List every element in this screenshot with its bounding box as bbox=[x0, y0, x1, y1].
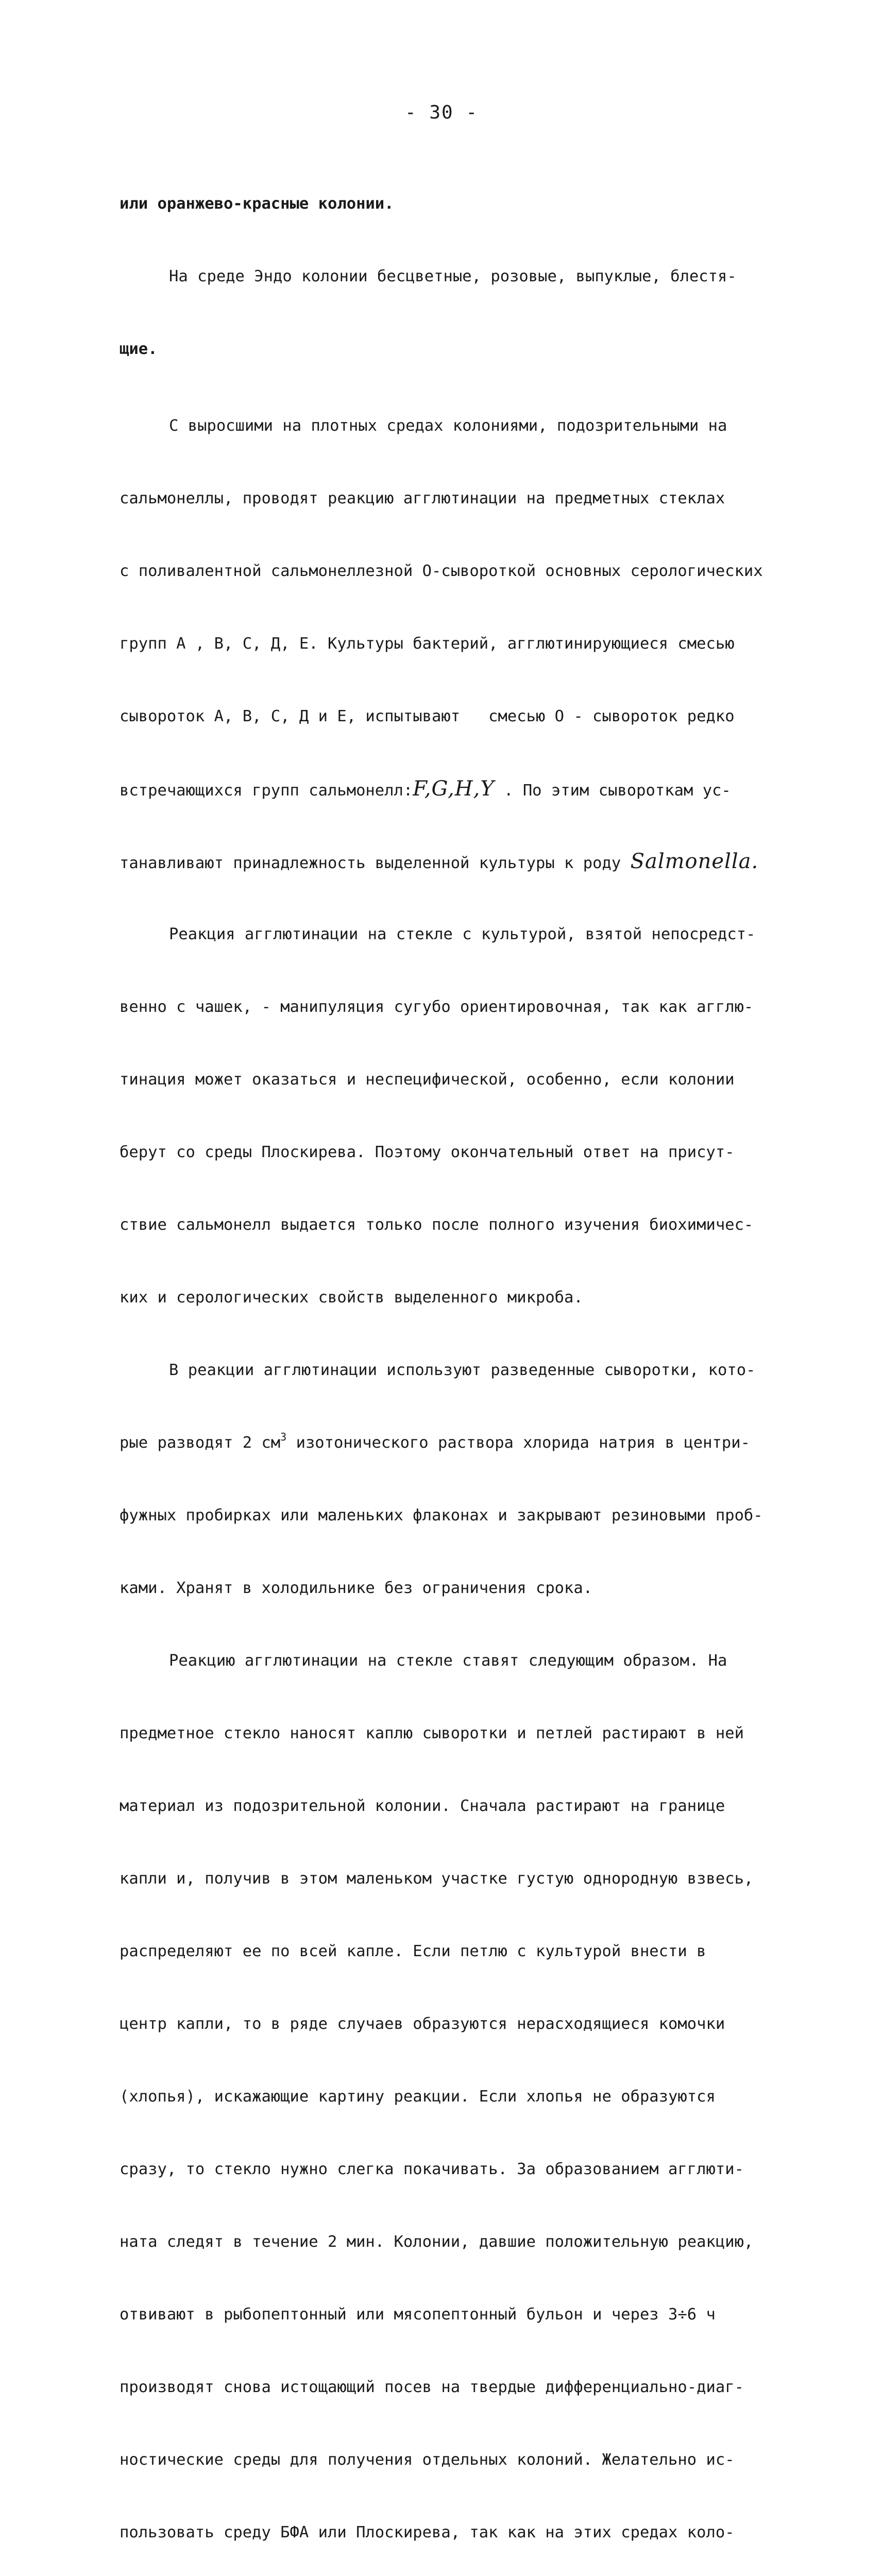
handwritten-serogroups: F,G,H,Y bbox=[413, 777, 495, 801]
text-line: предметное стекло наносят каплю сыворотки и петлей растирают в ней bbox=[120, 1724, 744, 1742]
page-number: - 30 - bbox=[404, 102, 479, 123]
body-text bbox=[120, 143, 789, 2576]
text-line-with-handwriting bbox=[120, 777, 789, 801]
text-segment: танавливают принадлежность выделенной культуры к роду bbox=[120, 854, 631, 872]
text-line: тинация может оказаться и неспецифической, особенно, если колонии bbox=[120, 1071, 735, 1089]
text-line: распределяют ее по всей капле. Если петлю с культурой внести в bbox=[120, 1942, 706, 1960]
text-line-with-handwriting bbox=[120, 850, 789, 874]
text-line: ками. Хранят в холодильнике без ограничения срока. bbox=[120, 1579, 593, 1597]
text-line: групп А , В, С, Д, Е. Культуры бактерий, агглютинирующиеся смесью bbox=[120, 635, 735, 653]
text-segment: . По этим сывороткам ус- bbox=[494, 782, 731, 800]
text-line: или оранжево-красные колонии. bbox=[120, 195, 394, 213]
text-line: сразу, то стекло нужно слегка покачивать. За образованием агглюти- bbox=[120, 2160, 744, 2178]
text-line: щие. bbox=[120, 340, 158, 358]
text-line: ких и серологических свойств выделенного микроба. bbox=[120, 1289, 583, 1307]
text-line: ностические среды для получения отдельных колоний. Желательно ис- bbox=[120, 2451, 735, 2469]
text-line: отвивают в рыбопептонный или мясопептонный бульон и через 3÷6 ч bbox=[120, 2306, 716, 2324]
text-line: ната следят в течение 2 мин. Колонии, давшие положительную реакцию, bbox=[120, 2233, 754, 2251]
text-line: (хлопья), искажающие картину реакции. Если хлопья не образуются bbox=[120, 2088, 716, 2106]
text-line: Реакцию агглютинации на стекле ставят следующим образом. На bbox=[169, 1652, 727, 1670]
handwritten-genus-salmonella: Salmonella. bbox=[630, 850, 759, 873]
text-line bbox=[120, 1431, 789, 1455]
text-line: с поливалентной сальмонеллезной О-сывороткой основных серологических bbox=[120, 562, 763, 580]
text-line: На среде Эндо колонии бесцветные, розовые, выпуклые, блестя- bbox=[169, 267, 737, 285]
text-line: С выросшими на плотных средах колониями, подозрительными на bbox=[169, 417, 727, 435]
text-line: пользовать среду БФА или Плоскирева, так как на этих средах коло- bbox=[120, 2523, 735, 2541]
text-line: сальмонеллы, проводят реакцию агглютинации на предметных стеклах bbox=[120, 489, 725, 507]
text-line: фужных пробирках или маленьких флаконах и закрывают резиновыми проб- bbox=[120, 1506, 763, 1524]
text-segment: встречающихся групп сальмонелл: bbox=[120, 782, 413, 800]
text-line: венно с чашек, - манипуляция сугубо ориентировочная, так как агглю- bbox=[120, 998, 754, 1016]
text-line: капли и, получив в этом маленьком участке густую однородную взвесь, bbox=[120, 1870, 754, 1888]
text-line: берут со среды Плоскирева. Поэтому окончательный ответ на присут- bbox=[120, 1143, 735, 1161]
text-line: материал из подозрительной колонии. Сначала растирают на границе bbox=[120, 1797, 725, 1815]
text-segment: рые разводят 2 см bbox=[120, 1434, 281, 1452]
text-line: В реакции агглютинации используют разведенные сыворотки, кото- bbox=[169, 1361, 756, 1379]
text-line: сывороток А, В, С, Д и Е, испытывают смесью О - сывороток редко bbox=[120, 707, 735, 725]
superscript-3: 3 bbox=[280, 1431, 287, 1443]
text-line: Реакция агглютинации на стекле с культурой, взятой непосредст- bbox=[169, 925, 756, 943]
text-line: ствие сальмонелл выдается только после полного изучения биохимичес- bbox=[120, 1216, 754, 1234]
text-line: центр капли, то в ряде случаев образуются нерасходящиеся комочки bbox=[120, 2015, 725, 2033]
text-segment: изотонического раствора хлорида натрия в центри- bbox=[286, 1434, 750, 1452]
text-line: производят снова истощающий посев на твердые дифференциально-диаг- bbox=[120, 2378, 744, 2396]
